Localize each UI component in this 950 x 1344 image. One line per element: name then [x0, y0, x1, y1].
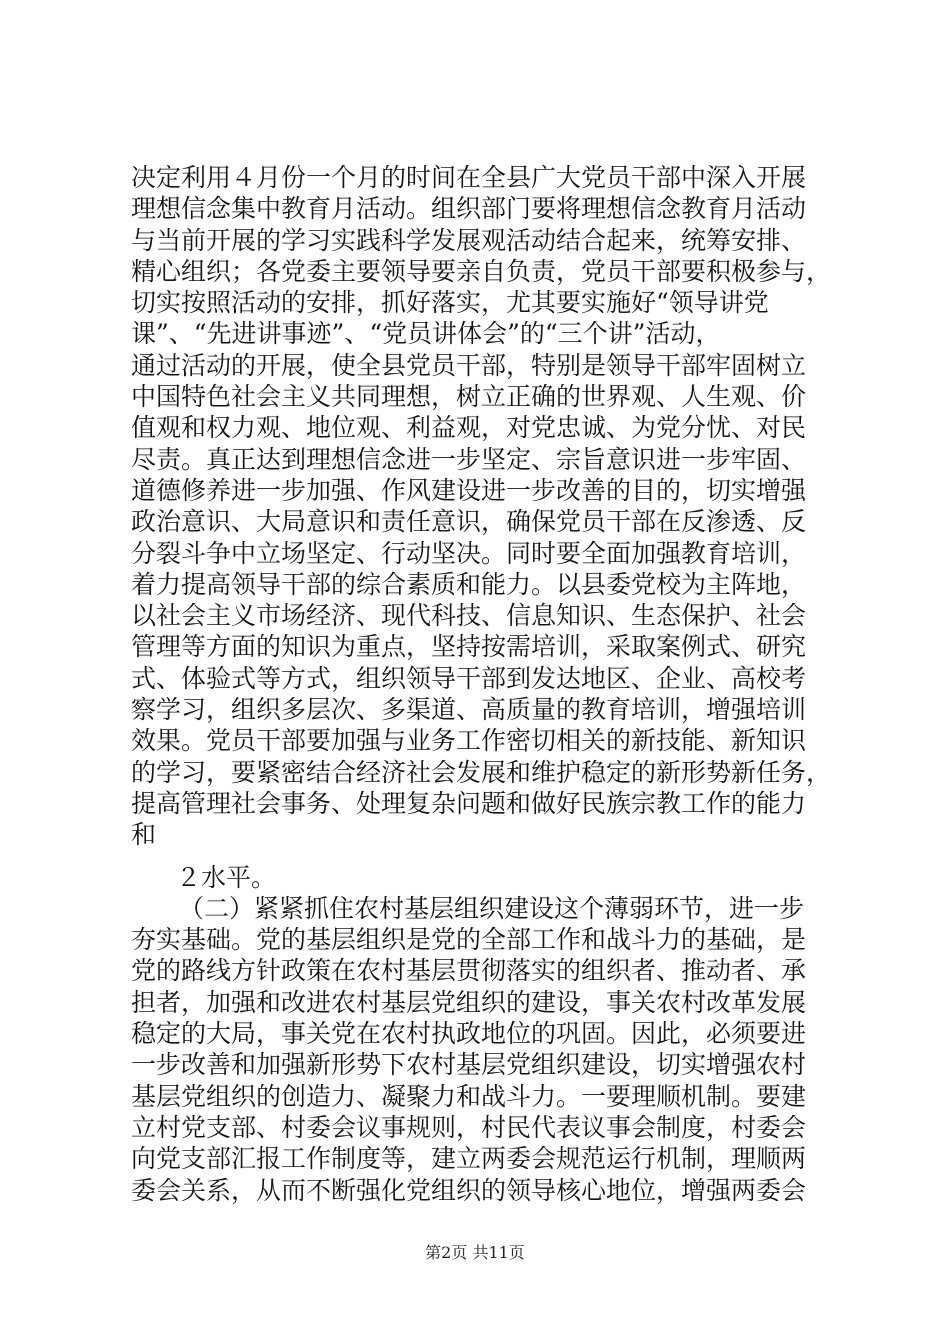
text-line: 中国特色社会主义共同理想，树立正确的世界观、人生观、价 [131, 382, 807, 412]
text-line: 效果。党员干部要加强与业务工作密切相关的新技能、新知识 [131, 726, 807, 756]
text-line: 的学习，要紧密结合经济社会发展和维护稳定的新形势新任务， [131, 757, 832, 787]
text-line: 以社会主义市场经济、现代科技、信息知识、生态保护、社会 [131, 601, 807, 631]
text-line: 向党支部汇报工作制度等，建立两委会规范运行机制，理顺两 [131, 1144, 807, 1174]
text-line: 稳定的大局，事关党在农村执政地位的巩固。因此，必须要进 [131, 1019, 807, 1049]
document-body [131, 162, 843, 1206]
page-footer: 第2页 共11页 [425, 1243, 525, 1262]
text-line: 提高管理社会事务、处理复杂问题和做好民族宗教工作的能力 [131, 788, 807, 818]
text-line: 理想信念集中教育月活动。组织部门要将理想信念教育月活动 [131, 194, 807, 224]
text-line: 道德修养进一步加强、作风建设进一步改善的目的，切实增强 [131, 475, 807, 505]
text-line: 政治意识、大局意识和责任意识，确保党员干部在反渗透、反 [131, 507, 807, 537]
text-line: 着力提高领导干部的综合素质和能力。以县委党校为主阵地， [131, 569, 807, 599]
text-line: 与当前开展的学习实践科学发展观活动结合起来，统筹安排、 [131, 225, 807, 255]
page-number-line: ２水平。 [176, 862, 277, 892]
text-line: 立村党支部、村委会议事规则，村民代表议事会制度，村委会 [131, 1112, 807, 1142]
text-line: 精心组织；各党委主要领导要亲自负责，党员干部要积极参与， [131, 256, 832, 286]
text-line: 党的路线方针政策在农村基层贯彻落实的组织者、推动者、承 [131, 956, 807, 986]
text-line: 课”、“先进讲事迹”、“党员讲体会”的“三个讲”活动， [131, 319, 721, 349]
text-line: 决定利用４月份一个月的时间在全县广大党员干部中深入开展 [131, 163, 807, 192]
text-line: 值观和权力观、地位观、利益观，对党忠诚、为党分忧、对民 [131, 413, 807, 443]
text-line: 切实按照活动的安排，抓好落实，尤其要实施好“领导讲党 [131, 288, 769, 318]
text-line: 委会关系，从而不断强化党组织的领导核心地位，增强两委会 [131, 1175, 807, 1205]
spacer [131, 851, 843, 862]
text-line: 式、体验式等方式，组织领导干部到发达地区、企业、高校考 [131, 663, 807, 693]
text-line: 察学习，组织多层次、多渠道、高质量的教育培训，增强培训 [131, 695, 807, 725]
text-line: 通过活动的开展，使全县党员干部，特别是领导干部牢固树立 [131, 350, 807, 380]
text-line: 管理等方面的知识为重点，坚持按需培训，采取案例式、研究 [131, 632, 807, 662]
text-line: 基层党组织的创造力、凝聚力和战斗力。一要理顺机制。要建 [131, 1081, 807, 1111]
text-line: 尽责。真正达到理想信念进一步坚定、宗旨意识进一步牢固、 [131, 444, 807, 474]
paragraph-heading-line: （二）紧紧抓住农村基层组织建设这个薄弱环节，进一步 [179, 893, 805, 923]
text-line: 分裂斗争中立场坚定、行动坚决。同时要全面加强教育培训， [131, 538, 807, 568]
text-line: 夯实基础。党的基层组织是党的全部工作和战斗力的基础，是 [131, 925, 807, 955]
text-line: 担者，加强和改进农村基层党组织的建设，事关农村改革发展 [131, 987, 807, 1017]
text-line: 和 [131, 820, 157, 850]
text-line: 一步改善和加强新形势下农村基层党组织建设，切实增强农村 [131, 1050, 807, 1080]
